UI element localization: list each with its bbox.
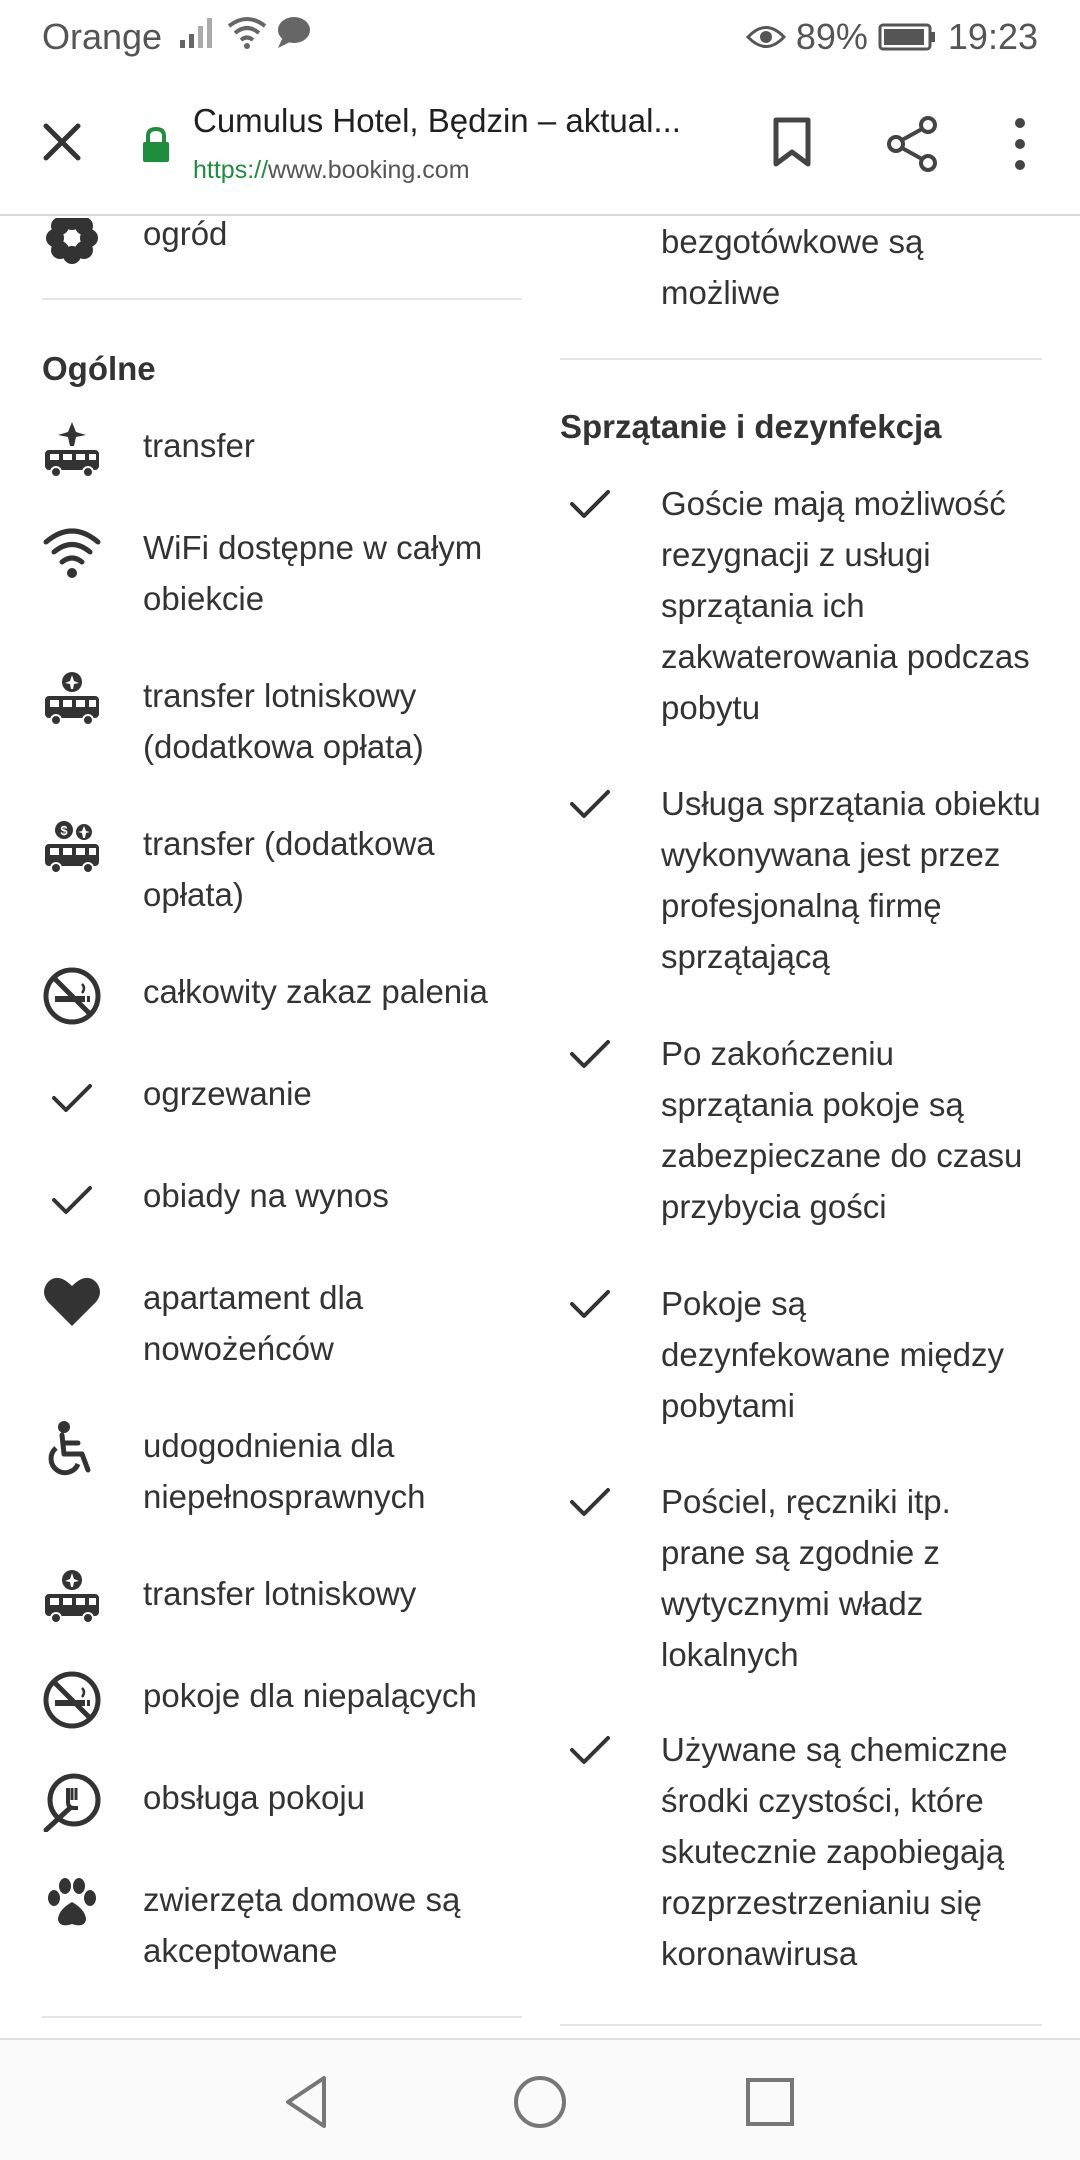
home-icon[interactable] <box>510 2072 570 2132</box>
divider <box>560 358 1042 360</box>
carrier-name: Orange <box>42 16 163 57</box>
divider <box>42 298 522 300</box>
url-display[interactable] <box>193 156 470 185</box>
clock: 19:23 <box>947 16 1038 57</box>
bookmark-icon[interactable] <box>772 116 812 168</box>
check-icon <box>42 1170 102 1230</box>
page-title[interactable]: Cumulus Hotel, Będzin – aktual... <box>193 102 681 139</box>
list-item-label: udogodnienia dla niepełnosprawnych <box>143 1427 426 1515</box>
signal-icon <box>178 14 218 50</box>
browser-toolbar <box>0 76 1080 216</box>
check-icon <box>568 486 612 522</box>
list-item-label: transfer (dodatkowa opłata) <box>143 825 435 913</box>
list-item-label: Używane są chemiczne środki czystości, które skutecznie zapobiegają rozprzestrzenianiu się koronawirusa <box>661 1731 1008 1972</box>
message-icon <box>276 15 312 49</box>
status-bar <box>0 0 1080 76</box>
heart-icon <box>42 1272 102 1332</box>
room-service-icon <box>42 1772 102 1832</box>
paid-shuttle-icon <box>42 818 102 878</box>
no-smoking-icon <box>42 1670 102 1730</box>
list-item-label: bezgotówkowe są możliwe <box>661 223 924 311</box>
close-icon[interactable] <box>38 118 86 166</box>
list-item-label: WiFi dostępne w całym obiekcie <box>143 529 483 617</box>
list-item-label: obsługa pokoju <box>143 1779 366 1816</box>
shuttle-plane-icon <box>42 420 102 480</box>
recents-icon[interactable] <box>740 2072 800 2132</box>
list-item-label: Po zakończeniu sprzątania pokoje są zabezpieczane do czasu przybycia gości <box>661 1035 1023 1225</box>
divider <box>560 2024 1042 2026</box>
list-item-label: transfer <box>143 427 255 464</box>
wifi-status-icon <box>226 14 268 50</box>
list-item-label: Pościel, ręczniki itp. prane są zgodnie z wytycznymi władz lokalnych <box>661 1483 951 1673</box>
list-item-label: Usługa sprzątania obiektu wykonywana jest przez profesjonalną firmę sprzątającą <box>661 785 1041 975</box>
url-scheme: https:// <box>193 156 269 184</box>
section-heading-cleaning: Sprzątanie i dezynfekcja <box>560 408 942 445</box>
list-item-label: Pokoje są dezynfekowane między pobytami <box>661 1285 1005 1424</box>
flower-icon <box>42 218 102 268</box>
check-icon <box>568 1732 612 1768</box>
back-icon[interactable] <box>278 2072 338 2132</box>
list-item-label: transfer lotniskowy <box>143 1575 417 1612</box>
check-icon <box>568 1484 612 1520</box>
lock-icon <box>141 126 171 164</box>
wheelchair-icon <box>42 1420 102 1480</box>
more-vert-icon[interactable] <box>1012 116 1028 172</box>
system-nav-bar <box>0 2038 1080 2160</box>
check-icon <box>42 1068 102 1128</box>
check-icon <box>568 1036 612 1072</box>
airport-shuttle-icon <box>42 1568 102 1628</box>
list-item-label: ogrzewanie <box>143 1075 312 1112</box>
list-item-label: Goście mają możliwość rezygnacji z usługi sprzątania ich zakwaterowania podczas pobytu <box>661 485 1030 726</box>
list-item-label: ogród <box>143 218 228 252</box>
battery-percent: 89% <box>795 16 868 57</box>
check-icon <box>568 1286 612 1322</box>
section-heading-general: Ogólne <box>42 350 156 387</box>
list-item-label: transfer lotniskowy (dodatkowa opłata) <box>143 677 424 765</box>
wifi-icon <box>42 522 102 582</box>
list-item-label: zwierzęta domowe są akceptowane <box>143 1881 461 1969</box>
list-item-label: pokoje dla niepalących <box>143 1677 477 1714</box>
list-item-label: apartament dla nowożeńców <box>143 1279 364 1367</box>
eye-comfort-icon <box>746 22 786 52</box>
airport-shuttle-icon <box>42 670 102 730</box>
no-smoking-icon <box>42 966 102 1026</box>
battery-icon <box>878 22 938 52</box>
svg-text:$: $ <box>60 823 68 838</box>
list-item-label: obiady na wynos <box>143 1177 389 1214</box>
paw-icon <box>42 1874 102 1934</box>
facilities-content <box>0 218 1080 2038</box>
share-icon[interactable] <box>886 116 938 172</box>
check-icon <box>568 786 612 822</box>
url-host: www.booking.com <box>268 156 470 184</box>
divider <box>42 2016 522 2018</box>
list-item-label: całkowity zakaz palenia <box>143 973 488 1010</box>
